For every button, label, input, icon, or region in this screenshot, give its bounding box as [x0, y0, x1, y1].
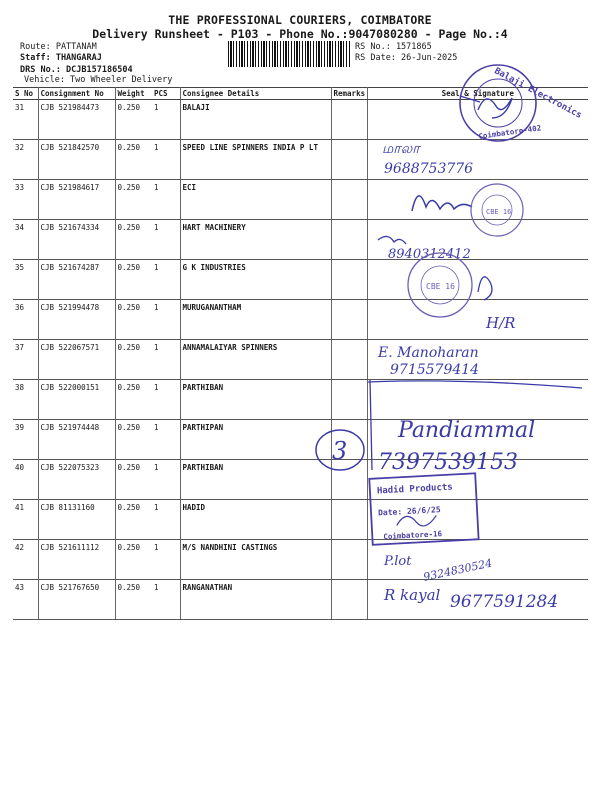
pcs-cell: 1 [152, 140, 180, 180]
pcs-cell: 1 [152, 260, 180, 300]
col-signature: Seal & Signature [367, 88, 588, 100]
hadid-stamp-place: Coimbatore-16 [383, 529, 443, 542]
consignee-cell: PARTHIBAN [180, 380, 331, 420]
consignment-cell: CJB 521984617 [38, 180, 115, 220]
sno-cell: 43 [13, 580, 38, 620]
hadid-stamp [369, 473, 478, 544]
weight-cell: 0.250 [115, 220, 152, 260]
pcs-cell: 1 [152, 420, 180, 460]
pcs-cell: 1 [152, 500, 180, 540]
hadid-stamp-title: Hadid Products [376, 482, 453, 497]
consignment-cell: CJB 521674334 [38, 220, 115, 260]
consignee-cell: M/S NANDHINI CASTINGS [180, 540, 331, 580]
consignee-cell: RANGANATHAN [180, 580, 331, 620]
consignee-cell: MURUGANANTHAM [180, 300, 331, 340]
consignee-cell: PARTHIBAN [180, 460, 331, 500]
r43-signature-name: R kayal [384, 586, 441, 604]
pcs-cell: 1 [152, 460, 180, 500]
consignment-cell: CJB 522067571 [38, 340, 115, 380]
cbe-stamp-1 [471, 184, 523, 236]
col-sno: S No [13, 88, 38, 100]
sno-cell: 32 [13, 140, 38, 180]
consignment-cell: CJB 521767650 [38, 580, 115, 620]
cbe-stamp-2-label: CBE 16 [426, 282, 455, 291]
consignment-cell: CJB 521674287 [38, 260, 115, 300]
consignee-cell: SPEED LINE SPINNERS INDIA P LT [180, 140, 331, 180]
vehicle-label: Vehicle: Two Wheeler Delivery [24, 75, 173, 85]
consignee-cell: HART MACHINERY [180, 220, 331, 260]
balaji-stamp-line2: Coimbatore-402 [477, 123, 542, 141]
pcs-cell: 1 [152, 540, 180, 580]
weight-cell: 0.250 [115, 300, 152, 340]
page-subtitle: Delivery Runsheet - P103 - Phone No.:9047080280 - Page No.:4 [92, 27, 508, 41]
r39-signature-phone: 7397539153 [378, 450, 518, 475]
weight-cell: 0.250 [115, 380, 152, 420]
r33-signature [412, 196, 472, 211]
pcs-cell: 1 [152, 580, 180, 620]
pcs-cell: 1 [152, 340, 180, 380]
consignment-cell: CJB 522075323 [38, 460, 115, 500]
weight-cell: 0.250 [115, 580, 152, 620]
sno-cell: 33 [13, 180, 38, 220]
r34-signature [378, 236, 406, 244]
consignee-cell: BALAJI [180, 100, 331, 140]
r37-signature-name: E. Manoharan [378, 345, 479, 361]
consignee-cell: PARTHIPAN [180, 420, 331, 460]
consignee-cell: ANNAMALAIYAR SPINNERS [180, 340, 331, 380]
r42-signature-phone: 9324830524 [422, 556, 494, 584]
cbe-stamp-1-label: CBE 16 [486, 208, 512, 216]
weight-cell: 0.250 [115, 460, 152, 500]
consignee-cell: HADID [180, 500, 331, 540]
circled-number-value: 3 [332, 437, 348, 465]
pcs-cell: 1 [152, 180, 180, 220]
drs-number: DRS No.: DCJB157186504 [20, 65, 133, 75]
page-title: THE PROFESSIONAL COURIERS, COIMBATORE [168, 13, 432, 27]
col-remarks: Remarks [331, 88, 367, 100]
sno-cell: 41 [13, 500, 38, 540]
weight-cell: 0.250 [115, 260, 152, 300]
r34-signature-phone: 8940312412 [388, 247, 471, 262]
col-pcs: PCS [152, 88, 180, 100]
route-label: Route: PATTANAM [20, 42, 97, 52]
sno-cell: 42 [13, 540, 38, 580]
consignment-cell: CJB 521842570 [38, 140, 115, 180]
r37-signature-phone: 9715579414 [390, 362, 480, 378]
pcs-cell: 1 [152, 220, 180, 260]
weight-cell: 0.250 [115, 100, 152, 140]
consignee-cell: ECI [180, 180, 331, 220]
hadid-stamp-date: Date: 26/6/25 [377, 505, 441, 518]
pcs-cell: 1 [152, 380, 180, 420]
col-consignee: Consignee Details [180, 88, 331, 100]
consignment-cell: CJB 521984473 [38, 100, 115, 140]
sno-cell: 35 [13, 260, 38, 300]
consignee-cell: G K INDUSTRIES [180, 260, 331, 300]
sno-cell: 36 [13, 300, 38, 340]
consignment-cell: CJB 522000151 [38, 380, 115, 420]
weight-cell: 0.250 [115, 500, 152, 540]
r43-signature-phone: 9677591284 [450, 592, 559, 612]
pcs-cell: 1 [152, 300, 180, 340]
consignment-cell: CJB 81131160 [38, 500, 115, 540]
weight-cell: 0.250 [115, 340, 152, 380]
weight-cell: 0.250 [115, 540, 152, 580]
sno-cell: 34 [13, 220, 38, 260]
staff-label: Staff: THANGARAJ [20, 53, 102, 63]
balaji-stamp [460, 65, 584, 141]
r32-signature-phone: 9688753776 [384, 161, 474, 177]
col-weight: Weight [115, 88, 152, 100]
r42-signature-name: P.lot [384, 554, 412, 569]
r36-signature: H/R [486, 314, 516, 332]
sno-cell: 38 [13, 380, 38, 420]
weight-cell: 0.250 [115, 180, 152, 220]
sno-cell: 31 [13, 100, 38, 140]
r32-signature-name: மாலா [382, 141, 420, 157]
cbe-stamp-2 [408, 253, 492, 317]
consignment-cell: CJB 521611112 [38, 540, 115, 580]
consignment-cell: CJB 521974448 [38, 420, 115, 460]
rs-number: RS No.: 1571865 [355, 42, 432, 52]
sno-cell: 37 [13, 340, 38, 380]
pcs-cell: 1 [152, 100, 180, 140]
weight-cell: 0.250 [115, 140, 152, 180]
r39-signature-name: Pandiammal [398, 418, 536, 443]
sno-cell: 40 [13, 460, 38, 500]
col-consignment: Consignment No [38, 88, 115, 100]
rs-date: RS Date: 26-Jun-2025 [355, 53, 458, 63]
consignment-cell: CJB 521994478 [38, 300, 115, 340]
sno-cell: 39 [13, 420, 38, 460]
balaji-stamp-line1: Balaji Electronics [492, 66, 584, 121]
weight-cell: 0.250 [115, 420, 152, 460]
